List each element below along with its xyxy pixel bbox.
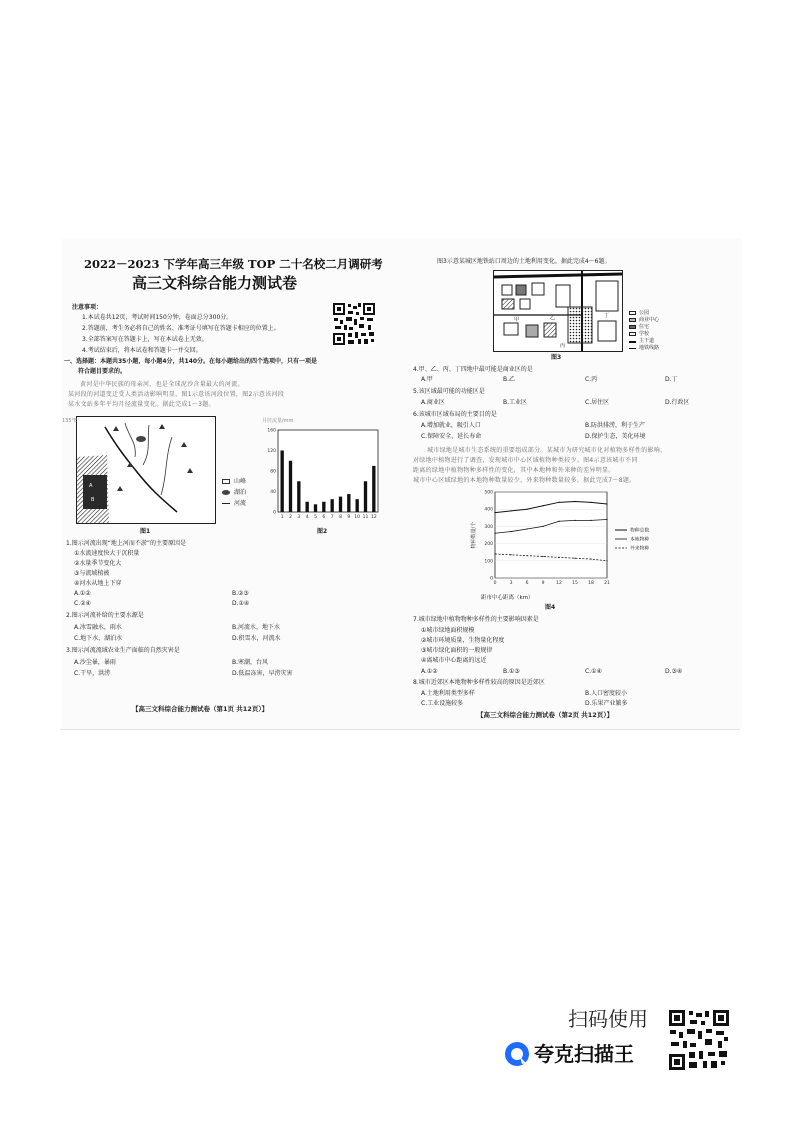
data-point xyxy=(590,558,591,559)
lake-icon xyxy=(222,490,230,495)
school-icon xyxy=(629,332,636,336)
data-point xyxy=(494,533,495,534)
legend-label: 湖泊 xyxy=(234,489,247,496)
commercial-icon xyxy=(629,318,636,322)
bar xyxy=(364,481,367,512)
data-point xyxy=(494,553,495,554)
option: D.乐果产业繁多 xyxy=(585,700,628,707)
data-point xyxy=(606,560,607,561)
passage-line: 城市绿地是城市生态系统的重要组成部分。某城市为研究城市化对植物多样性的影响， xyxy=(427,447,667,454)
question-item: ③城市绿化面积的一般规律 xyxy=(421,647,493,654)
svg-text:丙: 丙 xyxy=(560,343,566,349)
question-item: ④河水从地上下穿 xyxy=(74,580,122,587)
option: C.地下水，湖泊水 xyxy=(74,635,123,642)
scan-to-use-label: 扫码使用 xyxy=(568,1007,648,1031)
option: C.保障安全，延长寿命 xyxy=(421,433,482,440)
qr-code-icon xyxy=(332,302,376,346)
passage-line: 某水文站多年平均月径流量变化。据此完成1～3题。 xyxy=(68,401,215,408)
x-tick-label: 12 xyxy=(370,515,377,520)
bar xyxy=(281,451,284,513)
y-tick-label: 40 xyxy=(270,490,276,495)
x-tick-label: 18 xyxy=(588,581,594,586)
option: B.①③ xyxy=(503,668,520,675)
exam-page-2 xyxy=(407,238,742,730)
notice-item: 3.全部答案写在答题卡上，写在本试卷上无效。 xyxy=(82,336,208,343)
data-point xyxy=(558,557,559,558)
option: B.河流水，地下水 xyxy=(232,624,281,631)
x-tick-label: 7 xyxy=(330,515,334,520)
data-point xyxy=(606,519,607,520)
park-icon xyxy=(629,311,636,315)
option: A.①② xyxy=(74,590,91,597)
y-tick-label: 200 xyxy=(484,542,493,548)
exam-subtitle: 高三文科综合能力测试卷 xyxy=(132,274,298,292)
legend-label: 公园 xyxy=(639,310,650,316)
svg-text:甲: 甲 xyxy=(514,317,520,323)
data-point xyxy=(526,555,527,556)
scanned-document xyxy=(62,238,742,730)
x-tick-label: 12 xyxy=(556,581,562,586)
x-tick-label: 3 xyxy=(509,581,513,586)
x-tick-label: 5 xyxy=(314,515,317,520)
option: C.丙 xyxy=(585,376,598,383)
fig4-caption: 图4 xyxy=(545,604,556,611)
figure-2-chart xyxy=(262,426,382,526)
question-3: 3.图示河流流域农业生产面临的自然灾害是 xyxy=(66,647,180,654)
option: D.①④ xyxy=(232,600,250,607)
svg-text:丁: 丁 xyxy=(604,313,610,319)
question-item: ①城市绿地面积规模 xyxy=(421,627,475,634)
option: D.行政区 xyxy=(665,399,690,406)
legend-label: 住宅 xyxy=(639,324,650,330)
fig3-caption: 图3 xyxy=(551,354,562,361)
x-tick-label: 6 xyxy=(525,581,529,586)
svg-text:B: B xyxy=(91,497,95,503)
legend-label: 河流 xyxy=(234,500,247,507)
option: D.积雪水，河流水 xyxy=(232,635,281,642)
bar xyxy=(306,502,309,512)
fig4-xlabel: 距市中心距离（km） xyxy=(481,595,534,601)
exam-page-1 xyxy=(62,238,392,730)
option: A.沙尘暴，暴雨 xyxy=(74,659,116,666)
monthly-runoff-chart xyxy=(262,426,382,526)
data-point xyxy=(574,520,575,521)
question-8: 8.城市近郊区本地物种多样性较高的原因是近郊区 xyxy=(413,679,545,686)
x-tick-label: 4 xyxy=(305,515,309,520)
data-point xyxy=(542,556,543,557)
option: C.干旱，洪涝 xyxy=(74,670,111,677)
page-1-footer: 【高三文科综合能力测试卷（第1页 共12页）】 xyxy=(132,705,269,713)
data-point xyxy=(510,510,511,511)
download-qr-icon[interactable] xyxy=(668,1009,730,1071)
chart-frame xyxy=(278,430,378,512)
option: B.工业区 xyxy=(503,399,528,406)
figure-4-chart xyxy=(467,488,687,590)
y-tick-label: 100 xyxy=(484,559,493,565)
y-tick-label: 0 xyxy=(490,576,493,582)
option: D.丁 xyxy=(665,376,678,383)
x-tick-label: 0 xyxy=(493,581,497,586)
x-tick-label: 9 xyxy=(541,581,545,586)
option: A.增加就业，吸引人口 xyxy=(421,422,481,429)
data-point xyxy=(526,509,527,510)
x-tick-label: 6 xyxy=(322,515,326,520)
question-item: ③与流域植被 xyxy=(74,570,110,577)
mountain-icon xyxy=(222,479,230,484)
data-point xyxy=(590,502,591,503)
bar xyxy=(314,504,317,512)
y-tick-label: 80 xyxy=(270,469,276,475)
passage-line: 某河段的河道变迁受人类活动影响明显，图1示意该河段位置，图2示意该河段 xyxy=(68,391,285,398)
fig2-caption: 图2 xyxy=(317,528,328,535)
passage-line: 城市中心区域绿地的本地物种数量较少，外来物种数量较多。据此完成7～8题。 xyxy=(413,477,636,484)
option: D.低温冻害，早涝灾害 xyxy=(232,670,293,677)
data-point xyxy=(558,502,559,503)
species-distance-chart xyxy=(467,488,687,590)
option: B.防洪排涝，利于生产 xyxy=(585,422,646,429)
exam-title: 2022－2023 下学年高三年级 TOP 二十名校二月调研考 xyxy=(84,257,383,271)
river-icon xyxy=(222,503,230,504)
page2-intro: 图3示意某城区地铁站口周边的土地利用变化。据此完成4～6题。 xyxy=(437,258,611,265)
app-name: 夸克扫描王 xyxy=(534,1042,634,1066)
legend-label: 地铁线路 xyxy=(639,345,660,351)
option: A.甲 xyxy=(421,376,433,383)
data-point xyxy=(542,526,543,527)
river-map-drawing xyxy=(77,417,216,524)
x-tick-label: 2 xyxy=(289,515,292,520)
section-intro-cont: 符合题目要求的。 xyxy=(78,368,127,375)
quark-logo-icon xyxy=(504,1041,530,1067)
option: C.②④ xyxy=(74,600,91,607)
question-7: 7.城市绿地中植物物种多样性的主要影响因素是 xyxy=(413,616,539,623)
bar xyxy=(339,497,342,512)
question-item: ②水量季节变化大 xyxy=(74,560,122,567)
y-tick-label: 0 xyxy=(273,510,276,516)
section-intro: 一、选择题：本题共35小题，每小题4分，共140分。在每小题给出的四个选项中，只有一项是 xyxy=(64,358,318,365)
land-use-drawing xyxy=(494,271,623,352)
question-item: ②城市环境质量，生物量化程度 xyxy=(421,637,505,644)
page-2-footer: 【高三文科综合能力测试卷（第2页 共12页）】 xyxy=(477,711,614,719)
passage-line: 距离的绿地中植物物种多样性的变化，其中本地种和外来种的差异明显。 xyxy=(413,467,615,474)
svg-text:A: A xyxy=(89,483,93,489)
option: B.寒潮，台风 xyxy=(232,659,269,666)
option: A.①② xyxy=(421,668,438,675)
legend-label: 山峰 xyxy=(234,478,247,485)
option: A.土地利用类型多样 xyxy=(421,690,475,697)
notice-item: 1.本试卷共12页，考试时间150分钟，卷面总分300分。 xyxy=(82,314,233,321)
option: A.冰雪融水，雨水 xyxy=(74,624,122,631)
option: C.①④ xyxy=(585,668,602,675)
y-tick-label: 400 xyxy=(484,507,493,513)
notice-item: 4.考试结束后，将本试卷和答题卡一并交回。 xyxy=(82,347,202,354)
data-point xyxy=(574,558,575,559)
question-6: 6.该城市区域布局的主要目的是 xyxy=(413,411,497,418)
option: C.居住区 xyxy=(585,399,610,406)
question-2: 2.图示河流补给的主要水源是 xyxy=(66,612,144,619)
y-tick-label: 160 xyxy=(267,428,276,434)
figure-1-map xyxy=(76,416,216,524)
svg-text:乙: 乙 xyxy=(550,315,556,321)
y-axis-label: 物种数量/个 xyxy=(471,521,477,549)
bar xyxy=(347,494,350,512)
bar xyxy=(322,502,325,512)
data-point xyxy=(510,554,511,555)
option: B.②③ xyxy=(232,590,249,597)
notice-item: 2.答题前，考生务必将自己的姓名、准考证号填写在答题卡相应的位置上。 xyxy=(82,325,280,332)
y-tick-label: 300 xyxy=(484,524,493,530)
x-tick-label: 11 xyxy=(362,515,369,520)
data-point xyxy=(542,505,543,506)
scanner-branding[interactable] xyxy=(498,1005,738,1077)
bar xyxy=(372,466,375,512)
option: D.③④ xyxy=(665,668,683,675)
scan-edge xyxy=(60,729,740,730)
question-item: ①水流速度快大于沉积量 xyxy=(74,550,140,557)
question-1: 1.图示河流出现“地上河而不淤”的主要原因是 xyxy=(66,540,186,547)
x-tick-label: 15 xyxy=(572,581,578,586)
y-tick-label: 120 xyxy=(267,449,276,454)
legend-label: 物种总数 xyxy=(630,528,650,534)
legend-label: 商业中心 xyxy=(639,317,660,323)
option: B.人口密度较小 xyxy=(585,690,628,697)
question-5: 5.该区域最可能的功能区是 xyxy=(413,388,485,395)
x-tick-label: 8 xyxy=(339,515,342,520)
bar xyxy=(297,481,300,512)
data-point xyxy=(606,503,607,504)
chart-frame xyxy=(495,492,607,578)
x-tick-label: 10 xyxy=(354,515,361,520)
metro-line-icon xyxy=(629,348,636,349)
option: A.商业区 xyxy=(421,399,445,406)
x-tick-label: 3 xyxy=(297,515,301,520)
legend-label: 外来物种 xyxy=(630,546,650,552)
passage-line: 黄河是中华民族的母亲河，也是全球泥沙含量最大的河流。 xyxy=(80,381,244,388)
bar xyxy=(356,499,359,512)
legend-label: 学校 xyxy=(639,331,650,337)
legend-label: 本地物种 xyxy=(630,537,650,543)
data-point xyxy=(590,520,591,521)
y-tick-label: 500 xyxy=(484,490,493,496)
x-tick-label: 21 xyxy=(604,581,610,586)
data-point xyxy=(494,512,495,513)
data-point xyxy=(558,521,559,522)
data-point xyxy=(574,501,575,502)
option: B.乙 xyxy=(503,376,516,383)
latitude-label: 135°E xyxy=(62,418,78,424)
residential-icon xyxy=(629,325,636,329)
data-point xyxy=(510,531,511,532)
main-road-icon xyxy=(629,341,636,343)
x-tick-label: 9 xyxy=(347,515,351,520)
legend-label: 主干道 xyxy=(639,338,655,344)
question-item: ④离城市中心距离的远近 xyxy=(421,657,487,664)
question-4: 4.甲、乙、丙、丁四地中最可能是商业区的是 xyxy=(413,366,533,373)
option: D.保护生态，美化环境 xyxy=(585,433,646,440)
figure-3-map xyxy=(493,270,623,352)
passage-line: 对绿地中植物进行了调查，发现城市中心区域植物种类较少。图4示意该城市不同 xyxy=(413,457,638,464)
option: C.工业设施较多 xyxy=(421,700,464,707)
fig2-unit: 月径流量/mm xyxy=(262,418,294,424)
bar xyxy=(289,461,292,512)
fig1-caption: 图1 xyxy=(140,528,151,535)
notice-heading: 注意事项： xyxy=(72,304,103,311)
data-point xyxy=(526,528,527,529)
x-tick-label: 1 xyxy=(280,515,284,520)
bar xyxy=(331,499,334,512)
